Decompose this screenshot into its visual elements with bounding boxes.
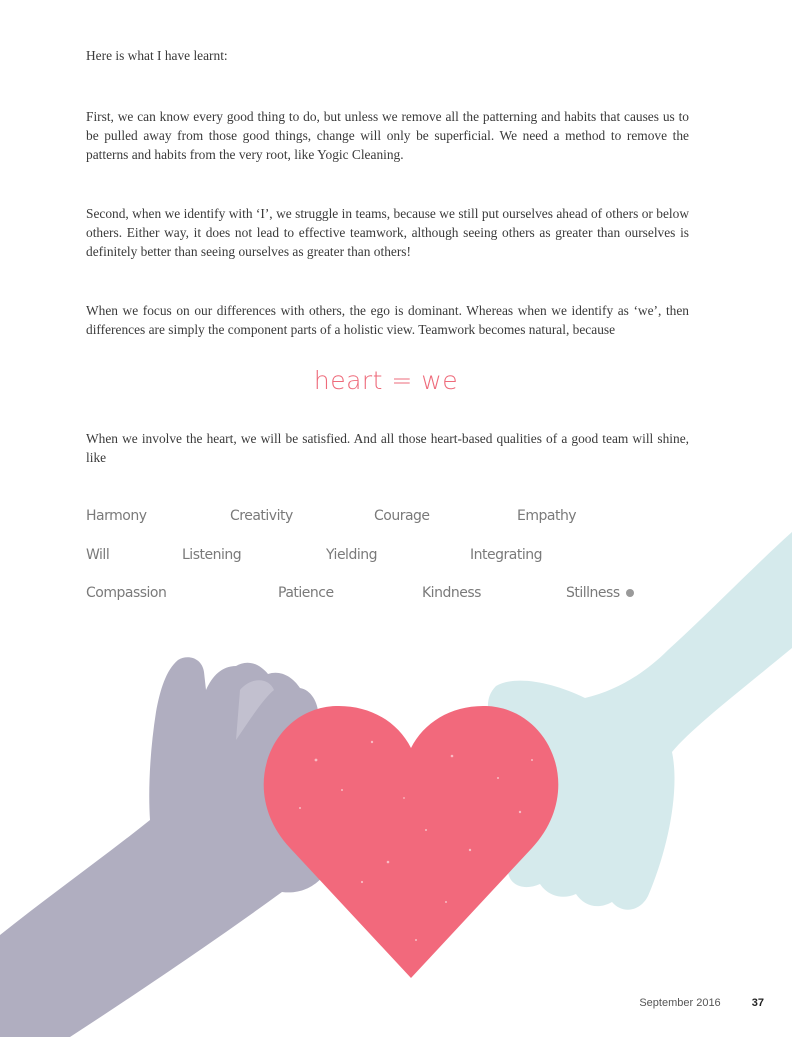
quality-integrating: Integrating: [470, 547, 542, 563]
quality-patience: Patience: [278, 585, 334, 601]
end-mark-icon: [626, 589, 634, 597]
right-hand-icon: [488, 532, 792, 910]
quality-courage: Courage: [374, 508, 430, 524]
heart-icon: [264, 706, 559, 978]
paragraph-second: Second, when we identify with ‘I’, we struggle in teams, because we still put ourselves ahead of others or below others. Either way, it does not lead to effective teamwork, although seeing others as greater than ourselves is definitely better than seeing ourselves as greater than others!: [86, 206, 689, 259]
pull-quote: heart = we: [313, 366, 459, 395]
quality-stillness: Stillness: [566, 585, 620, 601]
quality-yielding: Yielding: [326, 547, 377, 563]
quality-stillness-row: [566, 585, 634, 601]
quality-harmony: Harmony: [86, 508, 147, 524]
paragraph-first: First, we can know every good thing to do, but unless we remove all the patterning and habits that causes us to be pulled away from those good things, change will only be superficial. We need a method to remove the patterns and habits from the very root, like Yogic Cleaning.: [86, 109, 689, 162]
issue-date: September 2016: [639, 997, 721, 1009]
quality-kindness: Kindness: [422, 585, 481, 601]
left-hand-icon: [0, 657, 334, 1037]
page-number: 37: [751, 997, 764, 1009]
quality-will: Will: [86, 547, 110, 563]
quality-compassion: Compassion: [86, 585, 167, 601]
quality-empathy: Empathy: [517, 508, 577, 524]
paragraph-third: When we focus on our differences with others, the ego is dominant. Whereas when we identify as ‘we’, then differences are simply the component parts of a holistic view. Teamwork becomes natural, because: [86, 303, 689, 337]
closing-paragraph: When we involve the heart, we will be satisfied. And all those heart-based qualities of a good team will shine, like: [86, 431, 689, 465]
intro-text: Here is what I have learnt:: [86, 48, 228, 63]
page-footer: [639, 997, 764, 1009]
quality-creativity: Creativity: [230, 508, 293, 524]
quality-listening: Listening: [182, 547, 242, 563]
